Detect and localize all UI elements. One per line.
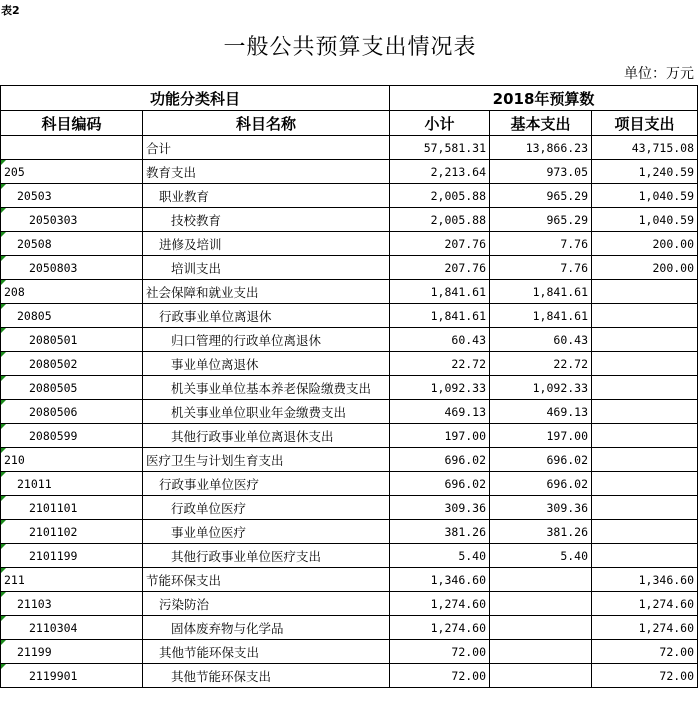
cell-name: 其他节能环保支出 [143, 640, 390, 664]
cell-code: 210 [1, 448, 143, 472]
cell-code: 2101199 [1, 544, 143, 568]
cell-project: 200.00 [592, 232, 698, 256]
cell-basic: 22.72 [490, 352, 592, 376]
table-row [1, 256, 698, 280]
cell-basic: 7.76 [490, 232, 592, 256]
cell-name: 机关事业单位职业年金缴费支出 [143, 400, 390, 424]
cell-project [592, 424, 698, 448]
cell-basic: 7.76 [490, 256, 592, 280]
cell-basic: 381.26 [490, 520, 592, 544]
cell-project: 1,346.60 [592, 568, 698, 592]
cell-subtotal: 22.72 [390, 352, 490, 376]
cell-basic: 973.05 [490, 160, 592, 184]
cell-basic [490, 640, 592, 664]
cell-name: 其他行政事业单位离退休支出 [143, 424, 390, 448]
cell-basic: 309.36 [490, 496, 592, 520]
cell-name: 进修及培训 [143, 232, 390, 256]
cell-name: 事业单位离退休 [143, 352, 390, 376]
cell-code: 2119901 [1, 664, 143, 688]
cell-name: 事业单位医疗 [143, 520, 390, 544]
cell-basic: 13,866.23 [490, 136, 592, 160]
cell-basic: 60.43 [490, 328, 592, 352]
cell-project [592, 280, 698, 304]
cell-subtotal: 60.43 [390, 328, 490, 352]
cell-code: 2080501 [1, 328, 143, 352]
table-body [1, 136, 698, 688]
cell-project: 1,274.60 [592, 616, 698, 640]
cell-subtotal: 1,274.60 [390, 616, 490, 640]
cell-subtotal: 207.76 [390, 256, 490, 280]
cell-project [592, 472, 698, 496]
cell-code: 2080599 [1, 424, 143, 448]
cell-basic [490, 616, 592, 640]
cell-name: 节能环保支出 [143, 568, 390, 592]
cell-basic: 469.13 [490, 400, 592, 424]
cell-code: 21199 [1, 640, 143, 664]
cell-basic: 965.29 [490, 184, 592, 208]
cell-project [592, 496, 698, 520]
table-row [1, 208, 698, 232]
cell-name: 其他行政事业单位医疗支出 [143, 544, 390, 568]
table-row [1, 520, 698, 544]
cell-name: 机关事业单位基本养老保险缴费支出 [143, 376, 390, 400]
budget-table [0, 85, 698, 688]
cell-subtotal: 2,005.88 [390, 208, 490, 232]
cell-basic [490, 592, 592, 616]
cell-subtotal: 197.00 [390, 424, 490, 448]
cell-project [592, 400, 698, 424]
cell-project [592, 352, 698, 376]
header-name: 科目名称 [143, 111, 390, 136]
cell-code: 2080502 [1, 352, 143, 376]
cell-subtotal: 469.13 [390, 400, 490, 424]
table-row [1, 304, 698, 328]
cell-basic: 1,841.61 [490, 304, 592, 328]
table-row [1, 160, 698, 184]
table-row [1, 376, 698, 400]
cell-subtotal: 1,841.61 [390, 280, 490, 304]
cell-subtotal: 2,005.88 [390, 184, 490, 208]
table-row [1, 448, 698, 472]
cell-basic: 5.40 [490, 544, 592, 568]
cell-subtotal: 1,841.61 [390, 304, 490, 328]
cell-project: 1,240.59 [592, 160, 698, 184]
table-row [1, 184, 698, 208]
cell-name: 合计 [143, 136, 390, 160]
cell-subtotal: 696.02 [390, 448, 490, 472]
header-code: 科目编码 [1, 111, 143, 136]
cell-name: 技校教育 [143, 208, 390, 232]
table-row [1, 616, 698, 640]
cell-subtotal: 381.26 [390, 520, 490, 544]
table-row [1, 424, 698, 448]
cell-code: 2050803 [1, 256, 143, 280]
cell-subtotal: 309.36 [390, 496, 490, 520]
cell-subtotal: 696.02 [390, 472, 490, 496]
cell-name: 固体废弃物与化学品 [143, 616, 390, 640]
cell-basic [490, 664, 592, 688]
cell-name: 行政单位医疗 [143, 496, 390, 520]
table-row [1, 136, 698, 160]
table-row [1, 280, 698, 304]
cell-name: 其他节能环保支出 [143, 664, 390, 688]
cell-subtotal: 1,092.33 [390, 376, 490, 400]
table-row [1, 352, 698, 376]
cell-name: 行政事业单位医疗 [143, 472, 390, 496]
table-row [1, 232, 698, 256]
cell-code: 21103 [1, 592, 143, 616]
table-row [1, 664, 698, 688]
cell-code: 21011 [1, 472, 143, 496]
cell-project: 72.00 [592, 664, 698, 688]
header-project: 项目支出 [592, 111, 698, 136]
cell-project: 1,040.59 [592, 208, 698, 232]
cell-code: 2080505 [1, 376, 143, 400]
cell-project: 200.00 [592, 256, 698, 280]
cell-name: 社会保障和就业支出 [143, 280, 390, 304]
cell-project: 1,274.60 [592, 592, 698, 616]
cell-project [592, 448, 698, 472]
cell-project [592, 520, 698, 544]
header-subtotal: 小计 [390, 111, 490, 136]
cell-subtotal: 5.40 [390, 544, 490, 568]
cell-subtotal: 72.00 [390, 664, 490, 688]
cell-project [592, 304, 698, 328]
cell-basic: 1,092.33 [490, 376, 592, 400]
cell-name: 归口管理的行政单位离退休 [143, 328, 390, 352]
cell-name: 职业教育 [143, 184, 390, 208]
cell-name: 培训支出 [143, 256, 390, 280]
cell-code: 211 [1, 568, 143, 592]
header-basic: 基本支出 [490, 111, 592, 136]
cell-basic: 197.00 [490, 424, 592, 448]
cell-project: 1,040.59 [592, 184, 698, 208]
cell-project [592, 544, 698, 568]
cell-subtotal: 57,581.31 [390, 136, 490, 160]
cell-subtotal: 72.00 [390, 640, 490, 664]
table-row [1, 640, 698, 664]
cell-subtotal: 207.76 [390, 232, 490, 256]
cell-name: 医疗卫生与计划生育支出 [143, 448, 390, 472]
header-group-budget: 2018年预算数 [390, 86, 698, 111]
cell-project [592, 376, 698, 400]
table-row [1, 472, 698, 496]
cell-project: 72.00 [592, 640, 698, 664]
cell-name: 污染防治 [143, 592, 390, 616]
table-row [1, 328, 698, 352]
cell-name: 教育支出 [143, 160, 390, 184]
cell-code [1, 136, 143, 160]
cell-project: 43,715.08 [592, 136, 698, 160]
cell-code: 20503 [1, 184, 143, 208]
table-row [1, 544, 698, 568]
cell-basic [490, 568, 592, 592]
cell-code: 2050303 [1, 208, 143, 232]
table-number: 表2 [1, 4, 20, 17]
cell-basic: 965.29 [490, 208, 592, 232]
cell-code: 208 [1, 280, 143, 304]
header-group-function: 功能分类科目 [1, 86, 390, 111]
unit-label: 单位：万元 [624, 66, 694, 82]
cell-code: 2101102 [1, 520, 143, 544]
cell-code: 20805 [1, 304, 143, 328]
cell-code: 2110304 [1, 616, 143, 640]
cell-basic: 696.02 [490, 448, 592, 472]
table-row [1, 400, 698, 424]
page-title: 一般公共预算支出情况表 [223, 35, 477, 60]
cell-subtotal: 2,213.64 [390, 160, 490, 184]
cell-basic: 1,841.61 [490, 280, 592, 304]
cell-code: 2101101 [1, 496, 143, 520]
cell-code: 205 [1, 160, 143, 184]
table-row [1, 592, 698, 616]
cell-subtotal: 1,346.60 [390, 568, 490, 592]
cell-project [592, 328, 698, 352]
table-row [1, 496, 698, 520]
cell-code: 20508 [1, 232, 143, 256]
cell-code: 2080506 [1, 400, 143, 424]
cell-subtotal: 1,274.60 [390, 592, 490, 616]
cell-basic: 696.02 [490, 472, 592, 496]
table-row [1, 568, 698, 592]
cell-name: 行政事业单位离退休 [143, 304, 390, 328]
